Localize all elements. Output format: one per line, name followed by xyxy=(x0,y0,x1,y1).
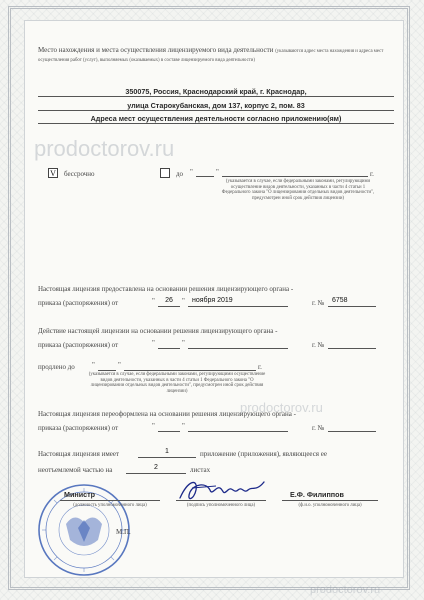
count-line xyxy=(138,457,196,458)
granted-text: Настоящая лицензия предоставлена на основании решения лицензирующего органа - xyxy=(38,285,294,293)
quote: " xyxy=(182,297,185,305)
quote: " xyxy=(92,361,95,369)
reissued-number-label: г. № xyxy=(312,424,325,432)
day-line xyxy=(196,176,214,177)
quote: " xyxy=(152,339,155,347)
quote: " xyxy=(182,339,185,347)
until-checkbox[interactable] xyxy=(160,168,170,178)
unlimited-checkbox[interactable]: V xyxy=(48,168,58,178)
number-line xyxy=(328,348,376,349)
quote: " xyxy=(182,422,185,430)
signer-name: Е.Ф. Филиппов xyxy=(290,490,344,499)
day-line xyxy=(158,348,180,349)
address-line-1: 350075, Россия, Краснодарский край, г. Краснодар, xyxy=(125,87,307,96)
name-note: (ф.и.о. уполномоченного лица) xyxy=(298,503,362,508)
extended-label: продлено до xyxy=(38,363,75,371)
month-line xyxy=(188,431,288,432)
attachments-prefix: Настоящая лицензия имеет xyxy=(38,450,120,458)
number-line xyxy=(328,306,376,307)
year-suffix: г. xyxy=(370,170,374,178)
signature-note: (подпись уполномоченного лица) xyxy=(186,503,256,508)
month-line xyxy=(188,348,288,349)
watermark: prodoctorov.ru xyxy=(240,400,323,415)
prolonged-text: Действие настоящей лицензии на основании решения лицензирующего органа - xyxy=(38,327,278,335)
number-line xyxy=(328,431,376,432)
granted-prefix: приказа (распоряжения) от xyxy=(38,299,119,307)
quote: " xyxy=(190,168,193,176)
day-line xyxy=(158,306,180,307)
granted-day: 26 xyxy=(165,297,173,304)
quote: " xyxy=(216,168,219,176)
quote: " xyxy=(152,422,155,430)
prolonged-prefix: приказа (распоряжения) от xyxy=(38,341,119,349)
term-note: (указывается в случае, если федеральными законами, регулирующими осуществление видов деятельности, указанных в части 4 статьи 1 Федерального закона "О лицензировании отдельных видов деятельности", предусмотрен иной срок действия лицензии) xyxy=(221,179,375,201)
attachments-sheets: 2 xyxy=(154,464,158,471)
address-line-3: Адреса мест осуществления деятельности согласно приложению(ям) xyxy=(90,114,342,123)
granted-month-year: ноября 2019 xyxy=(192,297,233,304)
until-label: до xyxy=(176,170,184,178)
location-heading: Место нахождения и места осуществления лицензируемого вида деятельности (указываются адрес места нахождения и адреса мест осуществления работ (услуг), выполняемых (оказываемых) в составе лицензируемого вида деятельности) xyxy=(38,46,384,63)
reissued-text: Настоящая лицензия переоформлена на основании решения лицензирующего органа - xyxy=(38,410,296,418)
watermark: prodoctorov.ru xyxy=(34,136,175,161)
attachments-count: 1 xyxy=(165,448,169,455)
date-line xyxy=(124,370,256,371)
watermark: prodoctorov.ru xyxy=(310,584,381,596)
handwritten-signature-icon xyxy=(176,474,268,506)
month-line xyxy=(188,306,288,307)
attachments-line2: неотъемлемой частью на xyxy=(38,466,113,474)
quote: " xyxy=(118,361,121,369)
signer-position: Министр xyxy=(64,490,96,499)
reissued-prefix: приказа (распоряжения) от xyxy=(38,424,119,432)
day-line xyxy=(158,431,180,432)
signature-line xyxy=(176,500,266,501)
position-note: (должность уполномоченного лица) xyxy=(73,503,147,508)
name-line xyxy=(282,500,378,501)
unlimited-label: бессрочно xyxy=(64,170,95,178)
attachments-suffix: приложение (приложения), являющееся ее xyxy=(200,450,327,458)
granted-number-label: г. № xyxy=(312,299,325,307)
prolonged-number-label: г. № xyxy=(312,341,325,349)
prolonged-note: (указывается в случае, если федеральными законами, регулирующими осуществление видов деятельности, указанных в части 4 статьи 1 Федерального закона "О лицензировании отдельных видов деятельности", предусмотрен иной срок действия лицензии) xyxy=(88,372,266,394)
underline xyxy=(38,123,394,124)
day-line xyxy=(98,370,116,371)
address-line-2: улица Старокубанская, дом 137, корпус 2, пом. 83 xyxy=(127,101,305,110)
quote: " xyxy=(152,297,155,305)
position-line xyxy=(60,500,160,501)
granted-number: 6758 xyxy=(332,297,348,304)
sheets-suffix: листах xyxy=(190,466,211,474)
underline xyxy=(38,96,394,97)
underline xyxy=(38,110,394,111)
stamp-place: М.П. xyxy=(116,528,131,536)
date-line xyxy=(222,176,368,177)
extended-suffix: г. xyxy=(258,363,262,371)
